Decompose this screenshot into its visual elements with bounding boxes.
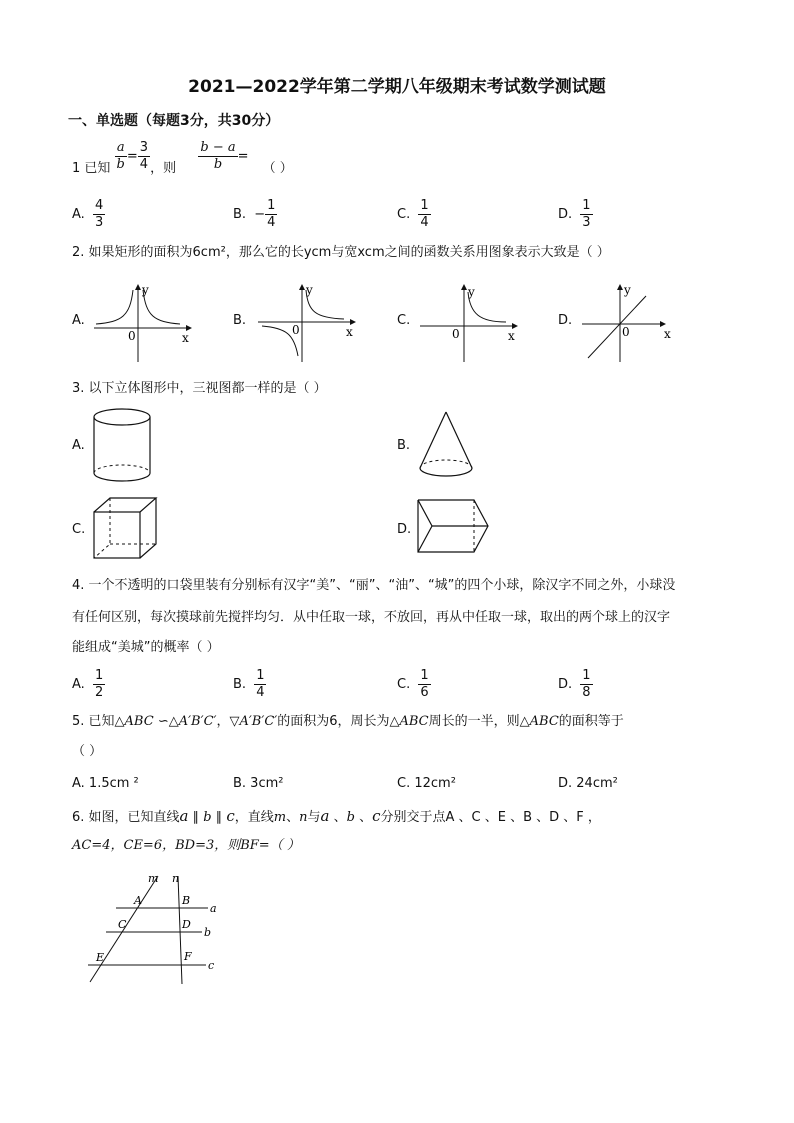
q1-answer-paren: （ ） <box>262 161 293 176</box>
q2-graph-a[interactable] <box>92 282 192 364</box>
svg-text:B: B <box>182 894 191 907</box>
svg-text:n: n <box>172 872 180 885</box>
svg-text:y: y <box>142 283 149 297</box>
q4-option-a[interactable]: A. $\frac{1}{2}$ <box>72 668 104 700</box>
question-3: 3. 以下立体图形中，三视图都一样的是（ ） <box>72 381 327 396</box>
q3-option-d-label[interactable]: D. <box>397 522 412 537</box>
q1-fraction-a-over-b: $\frac{a}{b}$ <box>116 140 125 172</box>
q4-option-b[interactable]: B. $\frac{1}{4}$ <box>233 668 265 700</box>
svg-text:0: 0 <box>128 329 136 343</box>
svg-text:y: y <box>306 283 313 297</box>
question-4-line-2: 有任何区别，每次摸球前先搅拌均匀．从中任取一球，不放回，再从中任取一球，取出的两个球上的汉字 <box>72 610 671 625</box>
svg-text:0: 0 <box>292 323 300 337</box>
q3-option-a-label[interactable]: A. <box>72 438 85 453</box>
q1-mid: ，则 <box>150 161 177 176</box>
q2-option-d-label[interactable]: D. <box>558 313 573 328</box>
svg-text:y: y <box>624 283 631 297</box>
q1-option-c[interactable]: C. $\frac{1}{4}$ <box>397 198 429 230</box>
question-2: 2. 如果矩形的面积为6cm²，那么它的长ycm与宽xcm之间的函数关系用图象表示大致是（ ） <box>72 245 610 260</box>
q2-graph-d[interactable] <box>580 282 680 364</box>
svg-text:F: F <box>184 950 192 963</box>
q3-cube-shape[interactable] <box>90 494 164 564</box>
q1-fraction-3-over-4: $\frac{3}{4}$ <box>139 140 149 172</box>
q1-option-a[interactable]: A. $\frac{4}{3}$ <box>72 198 104 230</box>
svg-text:b: b <box>204 926 212 939</box>
page-title: 2021—2022学年第二学期八年级期末考试数学测试题 <box>188 77 606 97</box>
q2-graph-c[interactable] <box>418 282 518 364</box>
q3-option-c-label[interactable]: C. <box>72 522 86 537</box>
svg-text:c: c <box>208 959 215 972</box>
question-1 <box>72 140 293 176</box>
q2-option-a-label[interactable]: A. <box>72 313 85 328</box>
svg-text:y: y <box>468 285 475 299</box>
question-4-line-1: 4. 一个不透明的口袋里装有分别标有汉字“美”、“丽”、“油”、“城”的四个小球，除汉字不同之外，小球没 <box>72 578 676 593</box>
svg-text:m: m <box>148 872 159 885</box>
q4-option-c[interactable]: C. $\frac{1}{6}$ <box>397 668 429 700</box>
q1-equals: = <box>126 149 138 164</box>
svg-text:x: x <box>664 327 671 341</box>
q1-fraction-target: $\frac{b - a}{b}$ <box>200 140 236 172</box>
q3-option-b-label[interactable]: B. <box>397 438 411 453</box>
section-heading: 一、单选题（每题3分，共30分） <box>68 113 280 129</box>
q5-option-b[interactable]: B. 3cm² <box>233 776 284 791</box>
question-6-line-1: 6. 如图，已知直线a ∥ b ∥ c，直线m、n与a 、b 、c分别交于点A 、C 、E 、B 、D 、F ， <box>72 807 601 825</box>
q1-equals-2: = <box>237 149 249 164</box>
q3-prism-shape[interactable] <box>414 494 492 564</box>
q1-option-d[interactable]: D. $\frac{1}{3}$ <box>558 198 591 230</box>
svg-text:0: 0 <box>622 325 630 339</box>
svg-text:A: A <box>134 894 142 907</box>
question-6-line-2: AC=4，CE=6，BD=3，则BF=（ ） <box>72 838 300 853</box>
q3-cone-shape[interactable] <box>414 408 478 484</box>
q2-option-b-label[interactable]: B. <box>233 313 247 328</box>
svg-text:C: C <box>118 918 127 931</box>
question-5-line-1: 5. 已知△ABC ∽△A′B′C′，▽A′B′C′的面积为6，周长为△ABC周长的一半，则△ABC的面积等于 <box>72 714 624 729</box>
q2-graph-b[interactable] <box>256 282 356 364</box>
svg-text:D: D <box>182 918 191 931</box>
svg-text:x: x <box>346 325 353 339</box>
svg-text:0: 0 <box>452 327 460 341</box>
question-4-line-3: 能组成“美城”的概率（ ） <box>72 640 220 655</box>
q3-cylinder-shape[interactable] <box>88 405 158 485</box>
q5-option-a[interactable]: A. 1.5cm ² <box>72 776 139 791</box>
q6-parallel-lines-figure <box>82 870 232 988</box>
q5-option-c[interactable]: C. 12cm² <box>397 776 456 791</box>
question-5-line-2: （ ） <box>72 744 103 759</box>
q5-option-d[interactable]: D. 24cm² <box>558 776 618 791</box>
svg-text:E: E <box>96 951 105 964</box>
q1-option-b[interactable]: B. − $\frac{1}{4}$ <box>233 198 276 230</box>
q1-prefix: 1 已知 <box>72 161 111 176</box>
q4-option-d[interactable]: D. $\frac{1}{8}$ <box>558 668 591 700</box>
svg-text:x: x <box>182 331 189 345</box>
svg-text:x: x <box>508 329 515 343</box>
q2-option-c-label[interactable]: C. <box>397 313 411 328</box>
svg-text:a: a <box>210 902 217 915</box>
